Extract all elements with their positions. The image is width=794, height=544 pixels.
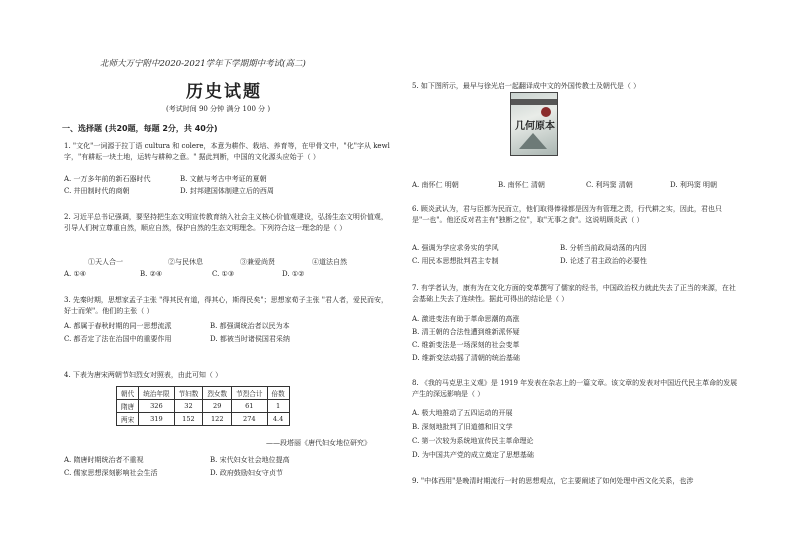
table-header-cell: 朝代 xyxy=(117,387,139,400)
question-4-stem: 4. 下表为唐宋两朝节妇烈女对照表，由此可知（ ） xyxy=(64,371,223,379)
q8-option-b[interactable]: B. 深刻地批判了旧道德和旧文学 xyxy=(412,423,513,431)
q6-option-d[interactable]: D. 论述了君主政治的必要性 xyxy=(560,257,647,265)
q5-option-c[interactable]: C. 利玛窦 清朝 xyxy=(586,181,633,189)
q7-option-b[interactable]: B. 清王朝的合法性遭到维新派怀疑 xyxy=(412,328,520,336)
page-title: 历史试题 xyxy=(186,82,262,102)
q7-option-c[interactable]: C. 维新变法是一场深刻的社会变革 xyxy=(412,341,520,349)
q2-item-4: ④道法自然 xyxy=(312,258,347,266)
table-header-row xyxy=(117,387,290,400)
table-cell: 1 xyxy=(267,400,289,413)
q8-option-c[interactable]: C. 第一次较为系统地宣传民主革命理论 xyxy=(412,437,534,445)
q7-option-a[interactable]: A. 激进变法有助于革命思潮的高涨 xyxy=(412,315,520,323)
question-1-stem: 1. "文化"一词源于拉丁语 cultura 和 colere，本意为耕作、栽培、养育等，在甲骨文中，"化"字从 kewl 字，"有耕耘一块土地，运转与耕种之意。" 据此判断，中国的文化源头应始于（ ） xyxy=(64,142,390,161)
table-row xyxy=(117,413,290,426)
table-header-cell: 节妇数 xyxy=(174,387,203,400)
q5-option-a[interactable]: A. 南怀仁 明朝 xyxy=(412,181,459,189)
table-header-cell: 节烈合计 xyxy=(232,387,267,400)
q7-option-d[interactable]: D. 维新变法动摇了清朝的统治基础 xyxy=(412,354,520,362)
table-cell: 两宋 xyxy=(117,413,139,426)
q4-option-a[interactable]: A. 隋唐时期统治者不重视 xyxy=(64,456,144,464)
q2-option-b[interactable]: B. ②④ xyxy=(140,270,163,278)
question-3-stem: 3. 先秦时期，思想家孟子主张 "得其民有道，得其心，斯得民矣"；思想家荀子主张 "君人者，爱民而安，好士而荣"。他们的主张（ ） xyxy=(64,296,389,315)
q3-option-b[interactable]: B. 都强调统治者以民为本 xyxy=(210,322,290,330)
q6-option-b[interactable]: B. 分析当前政局动荡的内因 xyxy=(560,244,647,252)
question-6-stem: 6. 顾炎武认为，君与臣都为民而立，他们取得俸禄都是因为有管理之责，行代耕之实，因此，君也只是"一也"。他还反对君主有"独断之位"，取"无事之食"。这说明顾炎武（ ） xyxy=(412,205,722,224)
question-7-stem: 7. 有学者认为，康有为在文化方面的变革撰写了儒家的经书，中国政治权力就此失去了正当的来源，在社会基础上失去了连续性。据此可得出的结论是（ ） xyxy=(412,284,736,303)
q2-item-3: ③兼爱尚贤 xyxy=(240,258,275,266)
table-cell: 32 xyxy=(174,400,203,413)
book-band xyxy=(511,99,557,105)
q5-option-d[interactable]: D. 利玛窦 明朝 xyxy=(670,181,718,189)
q3-option-a[interactable]: A. 都属于春秋时期的同一思想流派 xyxy=(64,322,172,330)
book-emblem-icon xyxy=(541,107,551,117)
q2-item-2: ②与民休息 xyxy=(168,258,203,266)
table-cell: 29 xyxy=(203,400,232,413)
q5-option-b[interactable]: B. 南怀仁 清朝 xyxy=(498,181,545,189)
q6-option-c[interactable]: C. 用民本思想批判君主专制 xyxy=(412,257,499,265)
q3-option-c[interactable]: C. 都否定了法在治国中的重要作用 xyxy=(64,335,172,343)
table-cell: 319 xyxy=(139,413,174,426)
table-row xyxy=(117,400,290,413)
question-8-stem: 8. 《我的马克思主义观》是 1919 年发表在杂志上的一篇文章。该文章的发表对中国近代民主革命的发展产生的深远影响是（ ） xyxy=(412,379,738,398)
q3-option-d[interactable]: D. 都被当时诸侯国君采纳 xyxy=(210,335,290,343)
question-5-stem: 5. 如下图所示，最早与徐光启一起翻译成中文的外国传教士及朝代是（ ） xyxy=(412,82,641,90)
q4-option-b[interactable]: B. 宋代妇女社会地位提高 xyxy=(210,456,290,464)
section-heading: 一、选择题 (共20题，每题 2分，共 40分) xyxy=(62,124,218,133)
table-cell: 152 xyxy=(174,413,203,426)
q1-option-b[interactable]: B. 文献与考古中考证的夏朝 xyxy=(180,175,267,183)
book-cover-image xyxy=(510,92,558,156)
q8-option-d[interactable]: D. 为中国共产党的成立奠定了思想基础 xyxy=(412,451,534,459)
book-illustration xyxy=(519,133,547,149)
table-header-cell: 烈女数 xyxy=(203,387,232,400)
q1-option-c[interactable]: C. 井田制时代的商朝 xyxy=(64,187,130,195)
q8-option-a[interactable]: A. 极大地推动了五四运动的开展 xyxy=(412,409,513,417)
question-9-stem: 9. "中体西用"是晚清时期流行一时的思想观点，它主要阐述了如何处理中西文化关系，也涉 xyxy=(412,477,694,485)
table-cell: 隋唐 xyxy=(117,400,139,413)
q2-option-a[interactable]: A. ①④ xyxy=(64,270,87,278)
table-header-cell: 统治年限 xyxy=(139,387,174,400)
q2-option-d[interactable]: D. ①② xyxy=(282,270,305,278)
school-header: 北师大万宁附中2020-2021学年下学期期中考试(高二) xyxy=(100,59,306,69)
ratio-table xyxy=(116,386,290,426)
table-cell: 122 xyxy=(203,413,232,426)
exam-info: (考试时间 90 分钟 满分 100 分 ) xyxy=(166,105,271,113)
q4-option-c[interactable]: C. 儒家思想深刻影响社会生活 xyxy=(64,469,158,477)
q4-option-d[interactable]: D. 政府鼓励妇女守贞节 xyxy=(210,469,283,477)
table-cell: 4.4 xyxy=(267,413,289,426)
table-cell: 274 xyxy=(232,413,267,426)
table-header-cell: 倍数 xyxy=(267,387,289,400)
q6-option-a[interactable]: A. 强调为学应求务实的学风 xyxy=(412,244,499,252)
question-2-stem: 2. 习近平总书记强调，要坚持把生态文明宣传教育纳入社会主义核心价值观建设，弘扬生态文明价值观，引导人们树立尊重自然，顺应自然，保护自然的生态文明理念。下列符合这一理念的是（ ） xyxy=(64,213,388,232)
q2-option-c[interactable]: C. ①③ xyxy=(212,270,235,278)
q1-option-d[interactable]: D. 封邦建国体制建立后的西周 xyxy=(180,187,274,195)
table-cell: 61 xyxy=(232,400,267,413)
q2-item-1: ①天人合一 xyxy=(88,258,123,266)
q4-source: ——段塔丽《唐代妇女地位研究》 xyxy=(266,439,371,447)
table-cell: 326 xyxy=(139,400,174,413)
book-title: 几何原本 xyxy=(515,121,555,132)
q1-option-a[interactable]: A. 一万多年前的新石器时代 xyxy=(64,175,151,183)
